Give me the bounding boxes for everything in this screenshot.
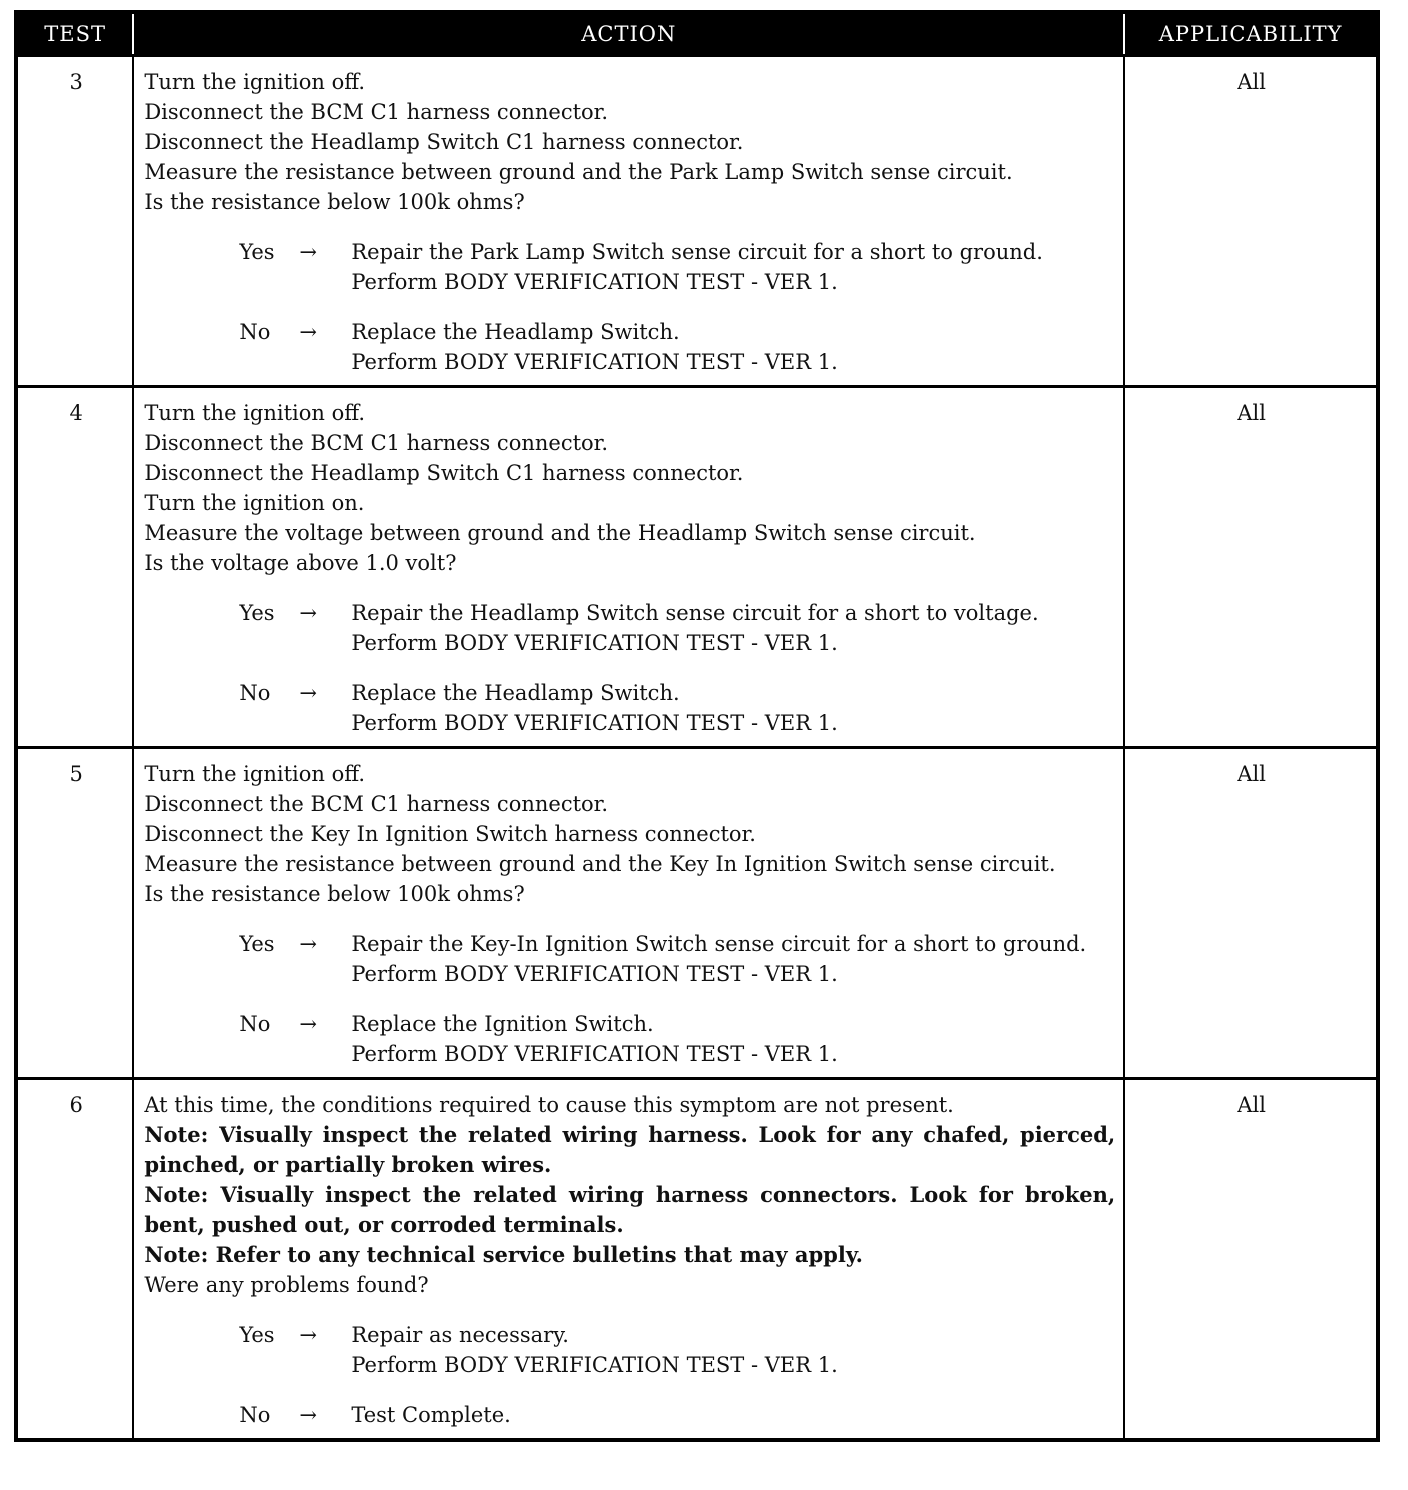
- test-row: [16, 748, 1378, 1079]
- action-step: Were any problems found?: [144, 1273, 429, 1297]
- result-label: No: [239, 320, 271, 344]
- result-instruction-line: Perform BODY VERIFICATION TEST - VER 1.: [351, 1042, 838, 1066]
- result-instructions: [351, 1009, 1115, 1069]
- result-instruction-line: Repair the Park Lamp Switch sense circuit for a short to ground.: [351, 240, 1043, 264]
- arrow-right-icon: →: [299, 1323, 317, 1347]
- result-label: Yes: [239, 932, 275, 956]
- action-step: Is the voltage above 1.0 volt?: [144, 551, 457, 575]
- result-label: No: [239, 1403, 271, 1427]
- test-row: [16, 1079, 1378, 1441]
- action-step: Is the resistance below 100k ohms?: [144, 882, 525, 906]
- result-instruction-line: Replace the Ignition Switch.: [351, 1012, 654, 1036]
- result-instruction-line: Perform BODY VERIFICATION TEST - VER 1.: [351, 1353, 838, 1377]
- result-instructions: [351, 237, 1115, 297]
- result-instructions: [351, 1320, 1115, 1380]
- result-instruction-line: Replace the Headlamp Switch.: [351, 681, 680, 705]
- arrow-right-icon: →: [299, 240, 317, 264]
- note-line: Note: Visually inspect the related wiring harness. Look for any chafed, pierced, pinched, or partially broken wires.: [144, 1122, 1123, 1177]
- arrow-right-icon: →: [299, 601, 317, 625]
- result-yes: [144, 1320, 1115, 1380]
- result-instructions: [351, 317, 1115, 377]
- test-rows: [16, 56, 1378, 1441]
- applicability-value: All: [1124, 1079, 1378, 1441]
- applicability-value: All: [1124, 56, 1378, 387]
- action-cell: [133, 1079, 1124, 1441]
- header-action: ACTION: [133, 12, 1124, 56]
- action-step: Disconnect the BCM C1 harness connector.: [144, 431, 609, 455]
- test-row: [16, 56, 1378, 387]
- result-label: No: [239, 1012, 271, 1036]
- arrow-right-icon: →: [299, 932, 317, 956]
- result-instructions: [351, 598, 1115, 658]
- result-instruction-line: Test Complete.: [351, 1403, 511, 1427]
- result-instruction-line: Perform BODY VERIFICATION TEST - VER 1.: [351, 631, 838, 655]
- arrow-right-icon: →: [299, 681, 317, 705]
- result-no: [144, 1400, 1115, 1430]
- result-instruction-line: Perform BODY VERIFICATION TEST - VER 1.: [351, 350, 838, 374]
- header-test: TEST: [16, 12, 133, 56]
- action-step: Is the resistance below 100k ohms?: [144, 190, 525, 214]
- note-line: Note: Visually inspect the related wiring harness connectors. Look for broken, bent, pushed out, or corroded terminals.: [144, 1182, 1123, 1237]
- result-instruction-line: Perform BODY VERIFICATION TEST - VER 1.: [351, 270, 838, 294]
- action-step: Disconnect the Key In Ignition Switch harness connector.: [144, 822, 756, 846]
- action-step: Disconnect the BCM C1 harness connector.: [144, 100, 609, 124]
- action-step: Disconnect the Headlamp Switch C1 harness connector.: [144, 461, 744, 485]
- arrow-right-icon: →: [299, 320, 317, 344]
- action-step: Disconnect the Headlamp Switch C1 harness connector.: [144, 130, 744, 154]
- action-cell: [133, 748, 1124, 1079]
- action-cell: [133, 56, 1124, 387]
- test-number: 4: [16, 387, 133, 748]
- result-instruction-line: Repair as necessary.: [351, 1323, 569, 1347]
- action-step: Measure the resistance between ground and the Key In Ignition Switch sense circuit.: [144, 852, 1056, 876]
- result-instruction-line: Perform BODY VERIFICATION TEST - VER 1.: [351, 962, 838, 986]
- result-instructions: [351, 929, 1115, 989]
- diagnostic-test-table: [14, 10, 1380, 1442]
- result-no: [144, 317, 1115, 377]
- arrow-right-icon: →: [299, 1403, 317, 1427]
- result-label: Yes: [239, 240, 275, 264]
- result-yes: [144, 237, 1115, 297]
- diagnostic-test-table-container: [14, 10, 1380, 1442]
- result-instructions: [351, 1400, 1115, 1430]
- action-step: Turn the ignition on.: [144, 491, 365, 515]
- action-step: Measure the resistance between ground and the Park Lamp Switch sense circuit.: [144, 160, 1013, 184]
- header-applicability: APPLICABILITY: [1124, 12, 1378, 56]
- result-no: [144, 1009, 1115, 1069]
- test-number: 6: [16, 1079, 133, 1441]
- action-cell: [133, 387, 1124, 748]
- result-label: Yes: [239, 601, 275, 625]
- header-row: [16, 12, 1378, 56]
- note-line: Note: Refer to any technical service bulletins that may apply.: [144, 1242, 863, 1267]
- result-label: Yes: [239, 1323, 275, 1347]
- action-step: Turn the ignition off.: [144, 762, 366, 786]
- action-step: Turn the ignition off.: [144, 70, 366, 94]
- test-number: 3: [16, 56, 133, 387]
- action-step: At this time, the conditions required to cause this symptom are not present.: [144, 1093, 954, 1117]
- result-yes: [144, 929, 1115, 989]
- result-instruction-line: Repair the Headlamp Switch sense circuit for a short to voltage.: [351, 601, 1039, 625]
- applicability-value: All: [1124, 387, 1378, 748]
- applicability-value: All: [1124, 748, 1378, 1079]
- arrow-right-icon: →: [299, 1012, 317, 1036]
- result-label: No: [239, 681, 271, 705]
- action-step: Measure the voltage between ground and the Headlamp Switch sense circuit.: [144, 521, 976, 545]
- result-no: [144, 678, 1115, 738]
- result-instruction-line: Perform BODY VERIFICATION TEST - VER 1.: [351, 711, 838, 735]
- result-instructions: [351, 678, 1115, 738]
- result-instruction-line: Repair the Key-In Ignition Switch sense circuit for a short to ground.: [351, 932, 1087, 956]
- result-instruction-line: Replace the Headlamp Switch.: [351, 320, 680, 344]
- test-row: [16, 387, 1378, 748]
- result-yes: [144, 598, 1115, 658]
- action-step: Turn the ignition off.: [144, 401, 366, 425]
- test-number: 5: [16, 748, 133, 1079]
- action-step: Disconnect the BCM C1 harness connector.: [144, 792, 609, 816]
